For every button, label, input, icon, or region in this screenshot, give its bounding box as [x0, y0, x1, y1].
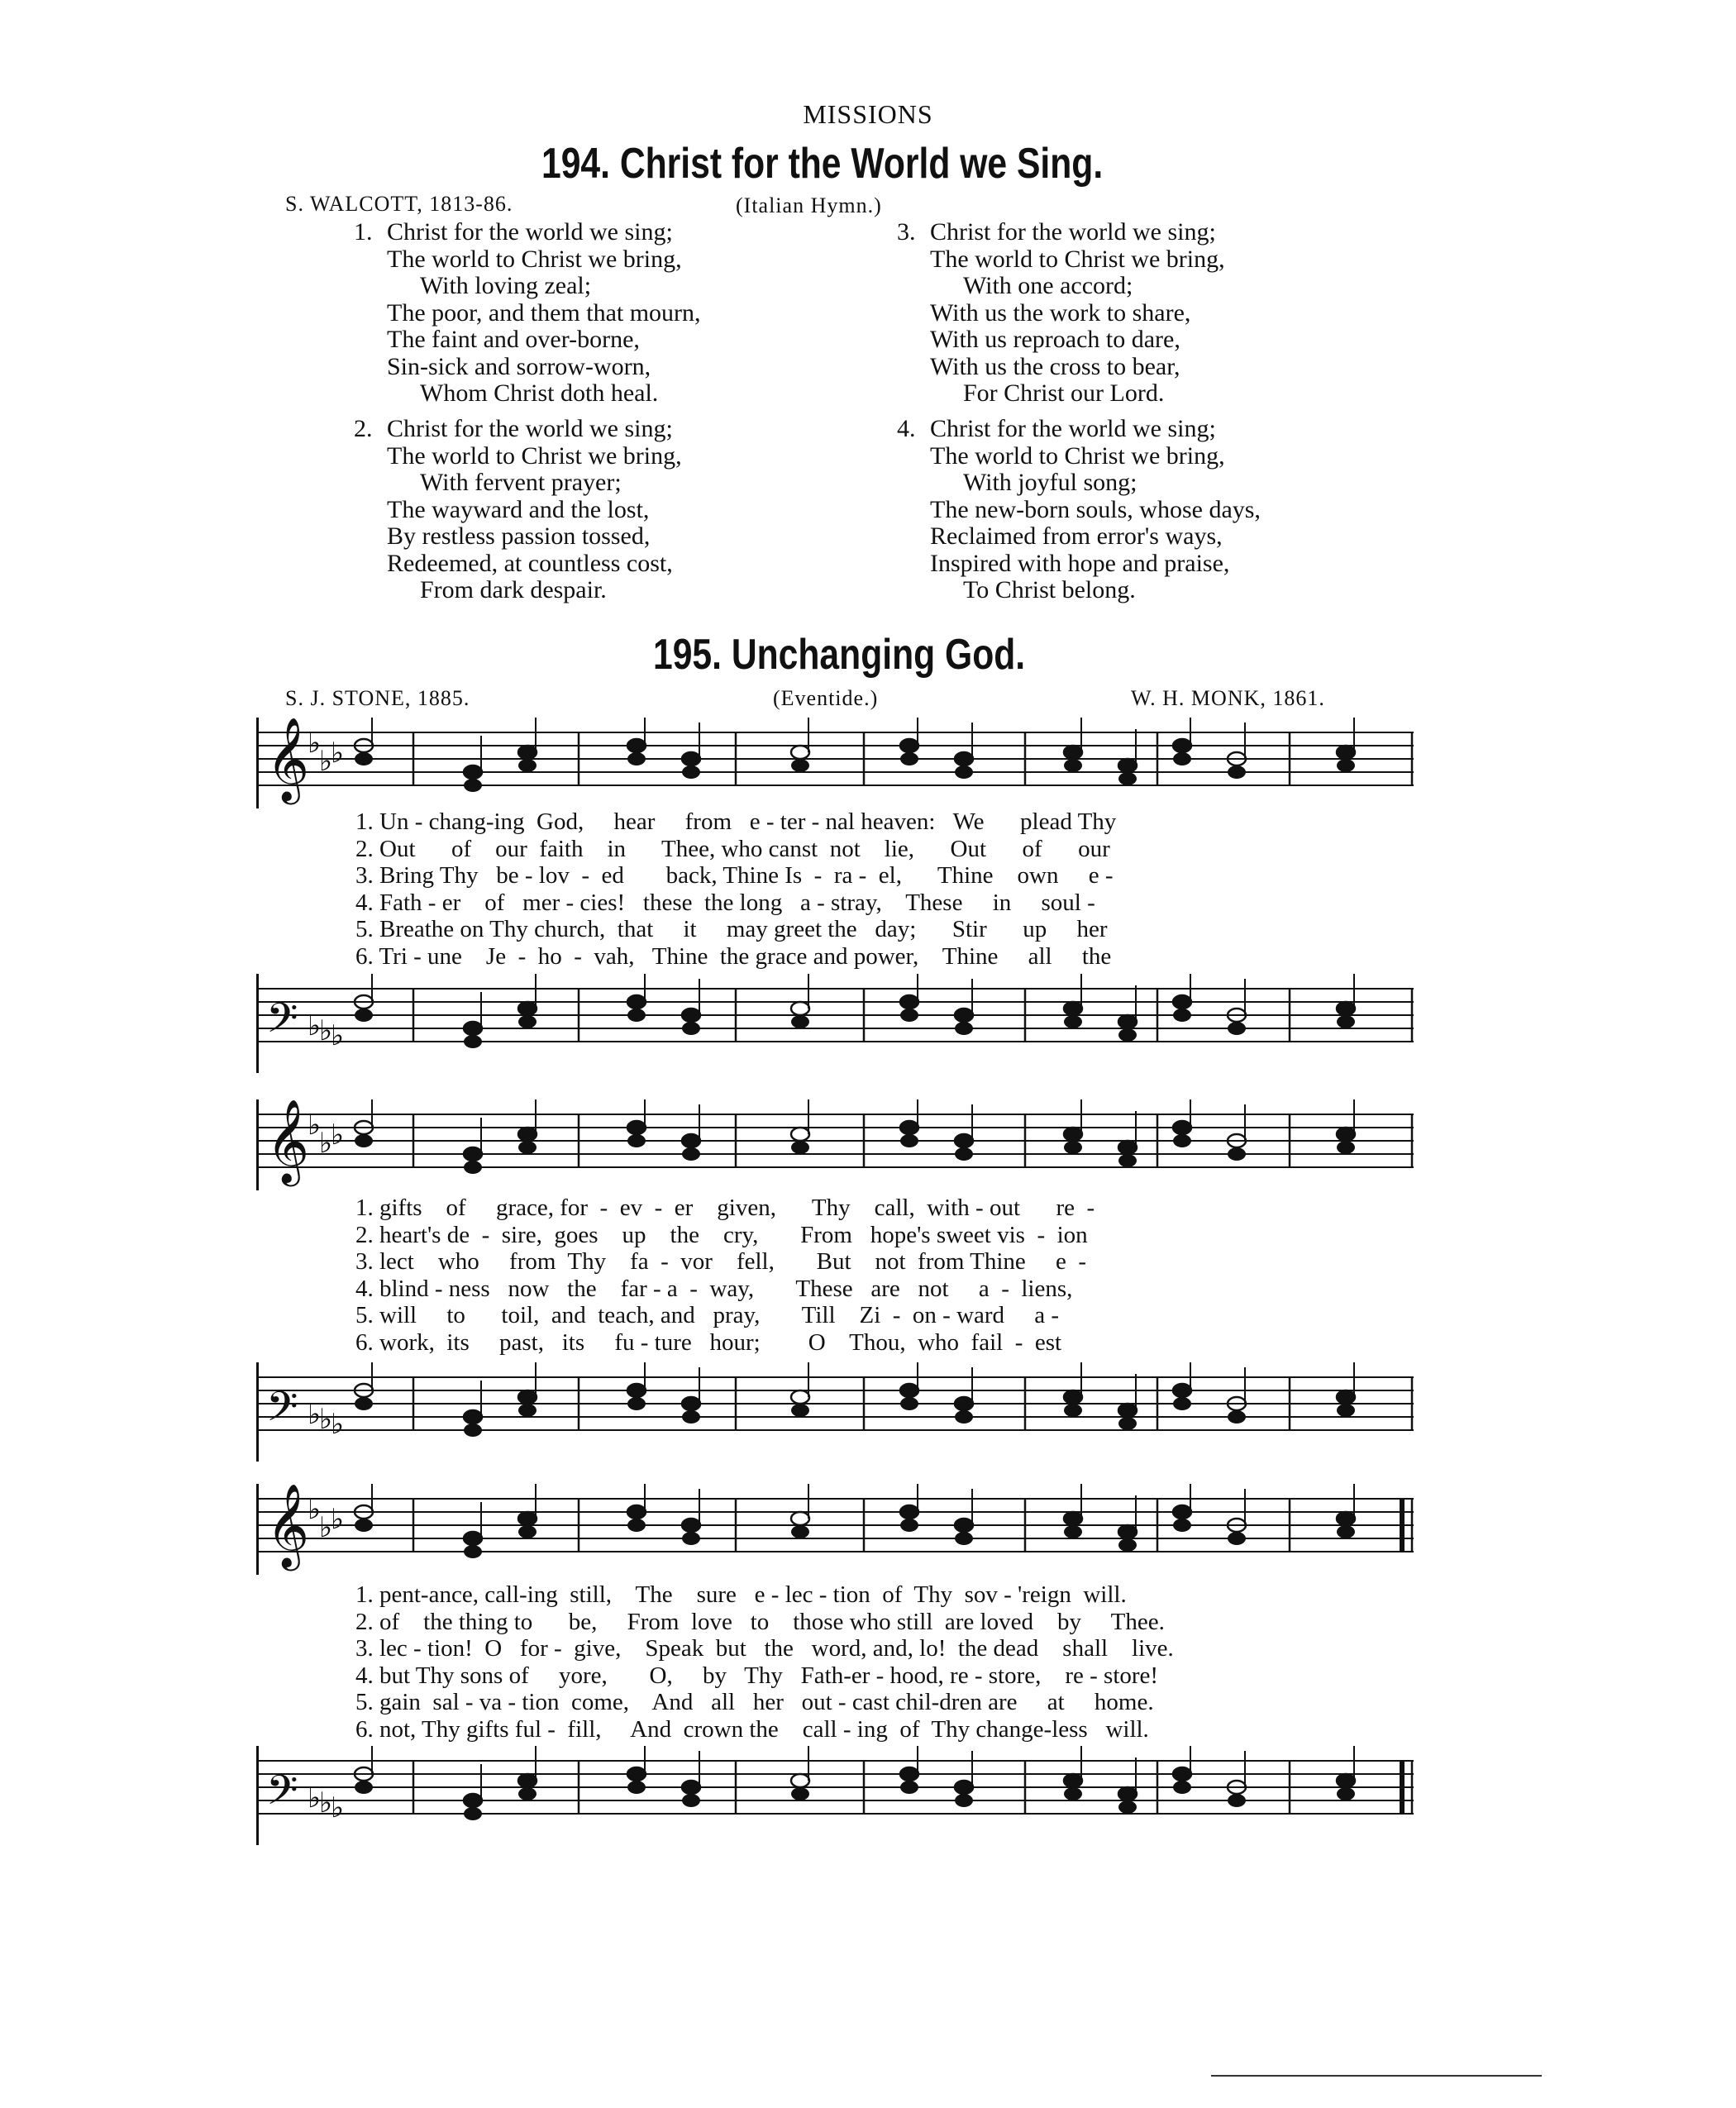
note-head [1228, 1147, 1246, 1161]
note-head [355, 752, 373, 765]
note-head [955, 1532, 973, 1545]
note-head [1118, 1538, 1137, 1552]
lyric-line: 4. but Thy sons of yore, O, by Thy Fath-er - hood, re - store, re - store! [355, 1662, 1159, 1689]
note-head [955, 765, 973, 779]
bass-clef-icon: 𝄢 [266, 1767, 298, 1824]
lyric-line: 6. Tri - une Je - ho - vah, Thine the grace and power, Thine all the [355, 942, 1112, 970]
flat-icon: ♭ [331, 1503, 345, 1536]
note-head [355, 1009, 373, 1022]
note-head [900, 995, 918, 1009]
flat-icon: ♭ [308, 1109, 322, 1142]
bass-staff-svg [256, 974, 1414, 1073]
system-2-treble-staff [256, 1099, 1414, 1190]
note-head [464, 1794, 482, 1807]
lyric-line: 5. Breathe on Thy church, that it may greet the day; Stir up her [355, 916, 1108, 942]
note-head [682, 1022, 700, 1035]
note-head [1228, 1022, 1246, 1035]
note-head [627, 1505, 646, 1519]
treble-clef-icon: 𝄞 [266, 718, 310, 801]
section-header: MISSIONS [803, 99, 933, 129]
hymn-194-verse-1: 1. Christ for the world we sing; The world to Christ we bring, With loving zeal; The poor, and them that mourn, The faint and over-borne, Sin-sick and sorrow-worn, Whom Christ doth heal. [354, 218, 701, 407]
flat-icon: ♭ [331, 1791, 345, 1824]
note-head [518, 1404, 537, 1417]
lyric-line: 3. lec - tion! O for - give, Speak but the word, and, lo! the dead shall live. [355, 1635, 1174, 1662]
note-head [1064, 1787, 1082, 1800]
system-1-treble-staff [256, 718, 1414, 808]
note-head [955, 1781, 973, 1794]
note-head [1337, 1404, 1355, 1417]
lyric-line: 3. Bring Thy be - lov - ed back, Thine Is - ra - el, Thine own e - [355, 862, 1114, 889]
hymn-195-title: 195. Unchanging God. [653, 631, 1026, 679]
note-head [900, 1781, 918, 1794]
hymn-194-verse-2: 2. Christ for the world we sing; The world to Christ we bring, With fervent prayer; The wayward and the lost, By restless passion tossed, Redeemed, at countless cost, From dark despair. [354, 415, 682, 603]
note-head [900, 1767, 918, 1781]
note-head [1118, 1800, 1137, 1814]
bass-clef-icon: 𝄢 [266, 994, 298, 1052]
lyric-line: 3. lect who from Thy fa - vor fell, But not from Thine e - [355, 1248, 1087, 1275]
treble-clef-icon: 𝄞 [266, 1484, 310, 1567]
treble-staff-svg [256, 1484, 1414, 1575]
note-head [627, 1134, 646, 1147]
note-head [464, 1035, 482, 1048]
hymn-194-tune: (Italian Hymn.) [736, 193, 882, 217]
note-head [791, 759, 809, 772]
note-head [1173, 1009, 1191, 1022]
note-head [518, 1002, 537, 1015]
hymn-194-verse-4: 4. Christ for the world we sing; The world to Christ we bring, With joyful song; The new-born souls, whose days, Reclaimed from error's ways, Inspired with hope and praise, To Christ belong. [897, 415, 1261, 603]
hymn-195-author: S. J. STONE, 1885. [285, 686, 470, 710]
note-head [682, 1794, 700, 1807]
note-head [682, 752, 700, 765]
note-head [1337, 1525, 1355, 1538]
flat-icon: ♭ [319, 1014, 333, 1047]
note-head [355, 1781, 373, 1794]
note-head [464, 1147, 482, 1161]
footer-rule [1211, 2075, 1542, 2077]
note-head [627, 1009, 646, 1022]
hymn-195-composer: W. H. MONK, 1861. [1131, 686, 1325, 710]
bass-clef-icon: 𝄢 [266, 1383, 298, 1441]
note-head [518, 1512, 537, 1525]
note-head [627, 1519, 646, 1532]
bass-staff-svg [256, 1362, 1414, 1462]
note-head [464, 1532, 482, 1545]
lyric-line: 6. work, its past, its fu - ture hour; O Thou, who fail - est [355, 1328, 1062, 1356]
note-head [627, 1121, 646, 1134]
note-head [791, 1128, 809, 1141]
flat-icon: ♭ [308, 727, 322, 760]
flat-icon: ♭ [331, 737, 345, 770]
note-head [900, 1519, 918, 1532]
note-head [518, 1015, 537, 1028]
hymn-195-tune: (Eventide.) [773, 686, 879, 710]
lyric-line: 1. pent-ance, call-ing still, The sure e - lec - tion of Thy sov - 'reign will. [355, 1581, 1127, 1608]
lyric-line: 6. not, Thy gifts ful - fill, And crown the call - ing of Thy change-less will. [355, 1715, 1149, 1743]
note-head [791, 1787, 809, 1800]
note-head [955, 752, 973, 765]
flat-icon: ♭ [308, 1398, 322, 1431]
note-head [1173, 1121, 1191, 1134]
hymn-194-verse-3: 3. Christ for the world we sing; The world to Christ we bring, With one accord; With us the work to share, With us reproach to dare, With us the cross to bear, For Christ our Lord. [897, 218, 1225, 407]
note-head [900, 739, 918, 752]
note-head [791, 1404, 809, 1417]
note-head [464, 1424, 482, 1437]
note-head [518, 759, 537, 772]
lyric-line: 4. blind - ness now the far - a - way, These are not a - liens, [355, 1275, 1073, 1302]
note-head [1337, 759, 1355, 772]
note-head [1064, 1525, 1082, 1538]
lyric-line: 2. heart's de - sire, goes up the cry, From hope's sweet vis - ion [355, 1221, 1088, 1248]
note-head [627, 1384, 646, 1397]
note-head [682, 765, 700, 779]
lyric-line: 2. Out of our faith in Thee, who canst not lie, Out of our [355, 835, 1110, 862]
treble-clef-icon: 𝄞 [266, 1099, 310, 1183]
note-head [1118, 1404, 1137, 1417]
note-head [900, 1505, 918, 1519]
note-head [627, 752, 646, 765]
flat-icon: ♭ [319, 1511, 333, 1544]
system-3-treble-staff [256, 1484, 1414, 1575]
note-head [1118, 1154, 1137, 1167]
note-head [1173, 1384, 1191, 1397]
note-head [1337, 1141, 1355, 1154]
system-2-lyrics [355, 1195, 1095, 1356]
note-head [1118, 1525, 1137, 1538]
note-head [900, 1134, 918, 1147]
note-head [1228, 1532, 1246, 1545]
note-head [1064, 1128, 1082, 1141]
note-head [464, 1545, 482, 1558]
note-head [682, 1781, 700, 1794]
note-head [791, 1141, 809, 1154]
treble-staff-svg [256, 1099, 1414, 1190]
system-3-bass-staff [256, 1746, 1414, 1845]
flat-icon: ♭ [331, 1118, 345, 1152]
note-head [627, 1397, 646, 1410]
note-head [1064, 1512, 1082, 1525]
lyric-line: 2. of the thing to be, From love to those who still are loved by Thee. [355, 1608, 1165, 1635]
note-head [1228, 1794, 1246, 1807]
note-head [518, 1141, 537, 1154]
note-head [791, 1002, 809, 1015]
note-head [1173, 1505, 1191, 1519]
note-head [1118, 772, 1137, 785]
flat-icon: ♭ [331, 1408, 345, 1441]
note-head [1337, 1512, 1355, 1525]
note-head [1173, 1781, 1191, 1794]
lyric-line: 5. gain sal - va - tion come, And all her out - cast chil-dren are at home. [355, 1689, 1154, 1715]
note-head [791, 1512, 809, 1525]
note-head [682, 1519, 700, 1532]
note-head [682, 1134, 700, 1147]
note-head [464, 779, 482, 792]
note-head [518, 1525, 537, 1538]
note-head [900, 1397, 918, 1410]
note-head [464, 1807, 482, 1820]
note-head [1173, 1397, 1191, 1410]
system-2-bass-staff [256, 1362, 1414, 1462]
note-head [791, 1015, 809, 1028]
note-head [1118, 1015, 1137, 1028]
note-head [464, 1022, 482, 1035]
note-head [627, 1781, 646, 1794]
note-head [1337, 1787, 1355, 1800]
note-head [955, 1410, 973, 1424]
note-head [518, 1787, 537, 1800]
note-head [355, 1397, 373, 1410]
note-head [1064, 1002, 1082, 1015]
note-head [1064, 746, 1082, 759]
note-head [1118, 1787, 1137, 1800]
note-head [682, 1532, 700, 1545]
note-head [1173, 1134, 1191, 1147]
note-head [627, 739, 646, 752]
lyric-line: 5. will to toil, and teach, and pray, Till Zi - on - ward a - [355, 1302, 1060, 1328]
note-head [1064, 1404, 1082, 1417]
note-head [355, 1519, 373, 1532]
note-head [1064, 1141, 1082, 1154]
note-head [1173, 739, 1191, 752]
note-head [1337, 746, 1355, 759]
note-head [955, 1134, 973, 1147]
flat-icon: ♭ [331, 1019, 345, 1052]
note-head [791, 746, 809, 759]
note-head [1064, 1390, 1082, 1404]
lyric-line: 1. Un - chang-ing God, hear from e - ter - nal heaven: We plead Thy [355, 808, 1117, 835]
note-head [682, 1147, 700, 1161]
bass-staff-svg [256, 1746, 1414, 1845]
note-head [464, 1410, 482, 1424]
flat-icon: ♭ [308, 1781, 322, 1815]
hymn-194-author: S. WALCOTT, 1813-86. [285, 192, 513, 216]
note-head [1173, 752, 1191, 765]
note-head [1228, 765, 1246, 779]
flat-icon: ♭ [319, 745, 333, 778]
note-head [1173, 995, 1191, 1009]
treble-staff-svg [256, 718, 1414, 808]
note-head [627, 995, 646, 1009]
hymn-194-title: 194. Christ for the World we Sing. [541, 140, 1104, 188]
note-head [518, 746, 537, 759]
note-head [1118, 1141, 1137, 1154]
note-head [1064, 1015, 1082, 1028]
note-head [955, 1397, 973, 1410]
note-head [518, 1128, 537, 1141]
note-head [955, 1022, 973, 1035]
note-head [1337, 1002, 1355, 1015]
note-head [682, 1009, 700, 1022]
note-head [1173, 1519, 1191, 1532]
note-head [900, 1121, 918, 1134]
note-head [791, 1525, 809, 1538]
flat-icon: ♭ [308, 1493, 322, 1526]
note-head [791, 1390, 809, 1404]
note-head [1228, 1410, 1246, 1424]
note-head [955, 1009, 973, 1022]
flat-icon: ♭ [308, 1009, 322, 1042]
note-head [1118, 1417, 1137, 1430]
note-head [682, 1397, 700, 1410]
note-head [1064, 1774, 1082, 1787]
note-head [955, 1147, 973, 1161]
flat-icon: ♭ [319, 1403, 333, 1436]
note-head [464, 765, 482, 779]
note-head [1118, 1028, 1137, 1042]
note-head [900, 752, 918, 765]
lyric-line: 1. gifts of grace, for - ev - er given, Thy call, with - out re - [355, 1195, 1095, 1221]
note-head [682, 1410, 700, 1424]
note-head [627, 1767, 646, 1781]
note-head [518, 1774, 537, 1787]
system-1-lyrics [355, 808, 1116, 970]
flat-icon: ♭ [319, 1786, 333, 1819]
flat-icon: ♭ [319, 1127, 333, 1160]
note-head [1337, 1128, 1355, 1141]
note-head [1337, 1774, 1355, 1787]
note-head [955, 1794, 973, 1807]
note-head [900, 1384, 918, 1397]
system-1-bass-staff [256, 974, 1414, 1073]
system-3-lyrics [355, 1581, 1174, 1743]
note-head [900, 1009, 918, 1022]
note-head [791, 1774, 809, 1787]
note-head [355, 1134, 373, 1147]
note-head [1337, 1390, 1355, 1404]
note-head [1118, 759, 1137, 772]
note-head [1337, 1015, 1355, 1028]
lyric-line: 4. Fath - er of mer - cies! these the long a - stray, These in soul - [355, 889, 1095, 916]
note-head [1173, 1767, 1191, 1781]
note-head [955, 1519, 973, 1532]
note-head [518, 1390, 537, 1404]
note-head [1064, 759, 1082, 772]
note-head [464, 1161, 482, 1174]
